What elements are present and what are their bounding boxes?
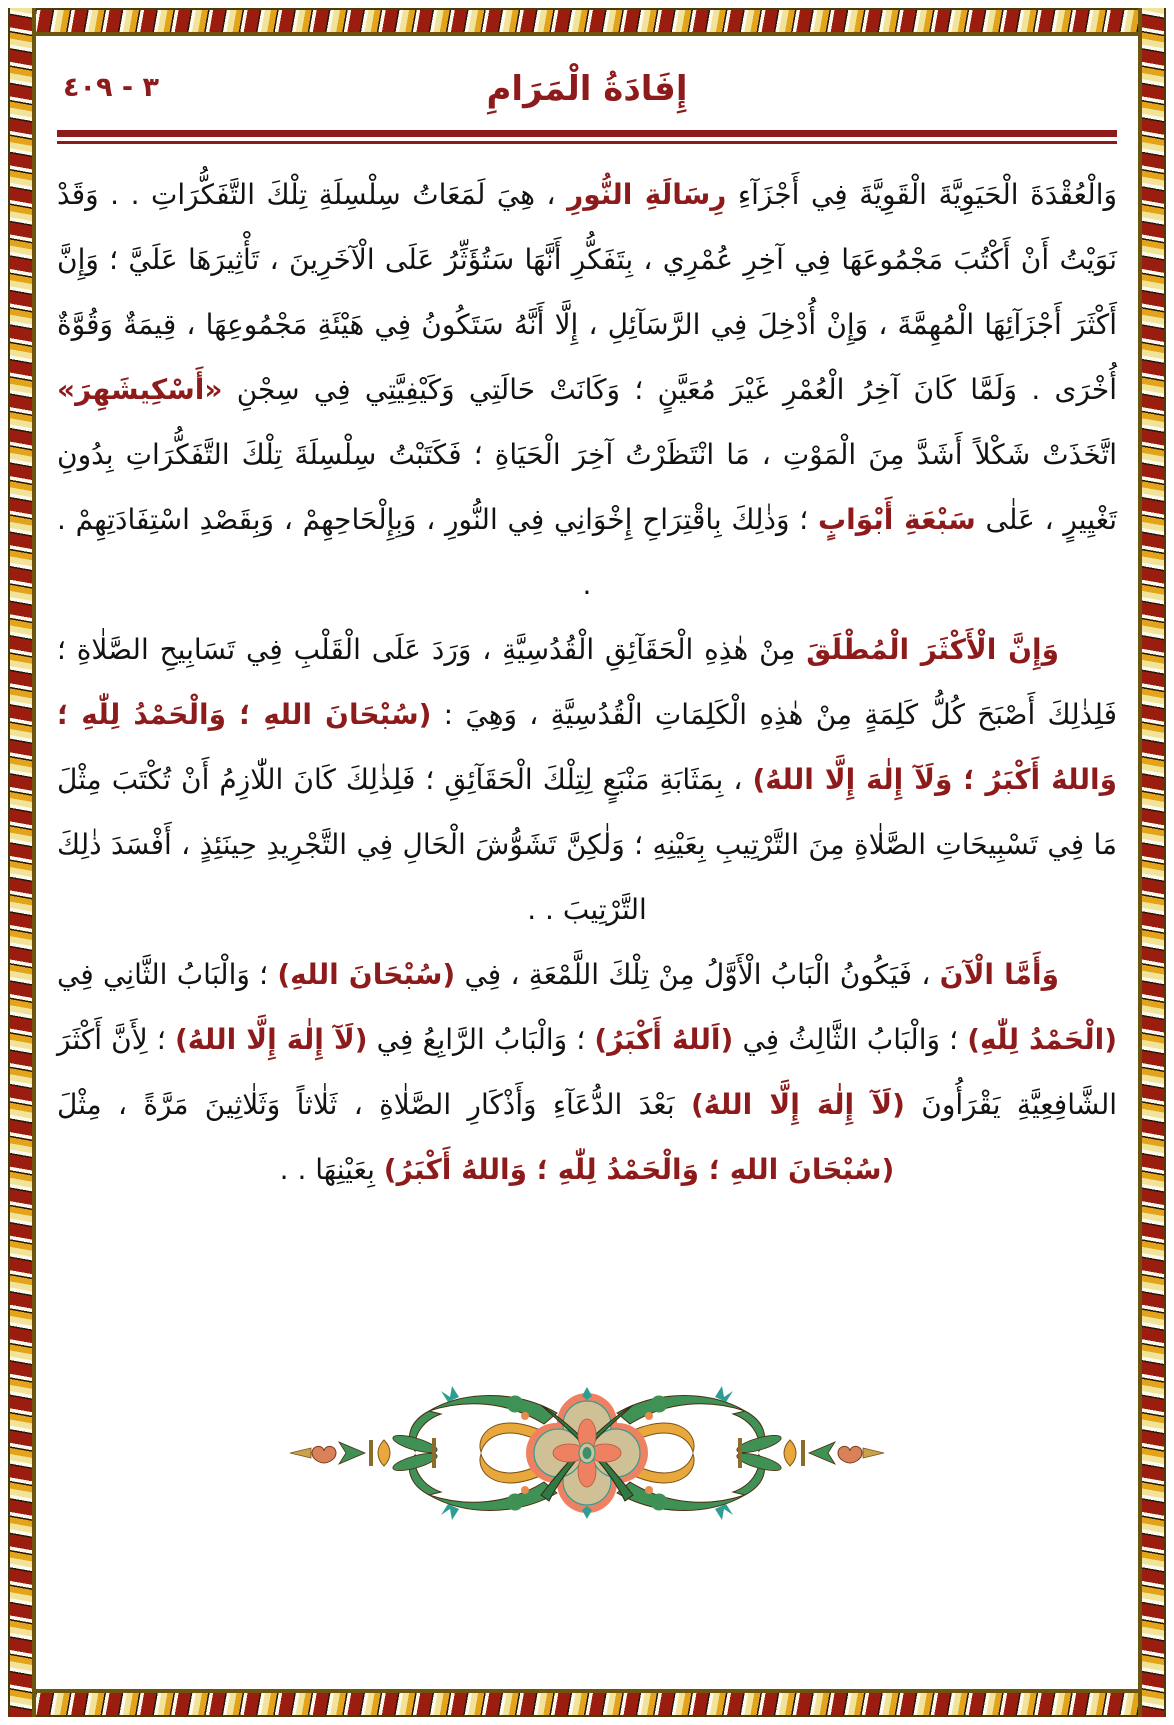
body-text bbox=[57, 162, 1117, 1202]
text-segment: ، هِيَ لَمَعَاتُ سِلْسِلَةِ تِلْكَ التَّفَكُّرَاتِ . . وَقَدْ نَوَيْتُ أَنْ أَكْتُبَ مَجْمُوعَهَا فِي آخِرِ عُمْرِي ، بِتَفَكُّرِ أَنَّهَا سَتُؤَثِّرُ عَلَى الْآخَرِينَ ، تَأْثِيرَهَا عَلَيَّ ؛ وَإِنَّ أَكْثَرَ أَجْزَآئِهَا الْمُهِمَّةَ ، وَإِنْ أُدْخِلَ فِي الرَّسَآئِلِ ، إِلَّا أَنَّهُ سَتَكُونُ فِي هَيْئَةِ مَجْمُوعِهَا ، قِيمَةٌ وَقُوَّةٌ أُخْرَى . وَلَمَّا كَانَ آخِرُ الْعُمْرِ غَيْرَ مُعَيَّنٍ ؛ وَكَانَتْ حَالَتِي وَكَيْفِيَّتِي فِي سِجْنِ bbox=[57, 178, 1117, 406]
text-segment: ؛ وَذٰلِكَ بِاقْتِرَاحِ إِخْوَانِي فِي النُّورِ ، وَبِإِلْحَاحِهِمْ ، وَبِقَصْدِ اسْتِفَادَتِهِمْ . . bbox=[57, 503, 818, 601]
border-left-ornament bbox=[8, 8, 36, 1717]
highlighted-phrase: (اَللهُ أَكْبَرُ) bbox=[594, 1023, 734, 1056]
highlighted-phrase: رِسَالَةِ النُّورِ bbox=[567, 178, 727, 211]
highlighted-phrase: (سُبْحَانَ اللهِ ؛ وَالْحَمْدُ لِلّٰهِ ؛ وَاللهُ أَكْبَرُ) bbox=[383, 1153, 895, 1186]
text-segment: ؛ لِأَنَّ أَكْثَرَ الشَّافِعِيَّةِ يَقْرَأُونَ bbox=[57, 1023, 1118, 1121]
highlighted-phrase: «أَسْكِيشَهِرَ» bbox=[57, 373, 223, 406]
page-header bbox=[57, 62, 1117, 120]
page-number: ٣ - ٤٠٩ bbox=[63, 72, 159, 103]
text-segment: ؛ وَالْبَابُ الرَّابِعُ فِي bbox=[367, 1023, 595, 1056]
text-segment: بِعَيْنِهَا . . bbox=[279, 1153, 384, 1186]
highlighted-phrase: (لَآ إِلٰهَ إِلَّا اللهُ) bbox=[690, 1088, 905, 1121]
paragraph bbox=[57, 162, 1117, 617]
border-top-ornament bbox=[8, 8, 1166, 36]
text-segment: اتَّخَذَتْ شَكْلاً أَشَدَّ مِنَ الْمَوْتِ ، مَا انْتَظَرْتُ آخِرَ الْحَيَاةِ ؛ فَكَتَبْتُ سِلْسِلَةَ تِلْكَ التَّفَكُّرَاتِ بِدُونِ تَغْيِيرٍ ، عَلٰى bbox=[57, 438, 1118, 536]
page-content bbox=[57, 62, 1117, 1202]
highlighted-phrase: (لَآ إِلٰهَ إِلَّا اللهُ) bbox=[174, 1023, 368, 1056]
paragraph bbox=[57, 617, 1117, 942]
text-segment: ؛ وَالْبَابُ الثَّالِثُ فِي bbox=[733, 1023, 968, 1056]
border-right-ornament bbox=[1138, 8, 1166, 1717]
highlighted-phrase: سَبْعَةِ أَبْوَابٍ bbox=[817, 503, 976, 536]
border-bottom-ornament bbox=[8, 1689, 1166, 1717]
text-segment: مِنْ هٰذِهِ الْحَقَآئِقِ الْقُدُسِيَّةِ ، وَرَدَ عَلَى الْقَلْبِ فِي تَسَابِيحِ الصَّلٰاةِ ؛ فَلِذٰلِكَ أَصْبَحَ كُلُّ كَلِمَةٍ مِنْ هٰذِهِ الْكَلِمَاتِ الْقُدُسِيَّةِ ، وَهِيَ : bbox=[57, 633, 1117, 731]
floral-ornament bbox=[287, 1383, 887, 1523]
text-segment: بَعْدَ الدُّعَآءِ وَأَذْكَارِ الصَّلٰاةِ ، ثَلٰاثاً وَثَلٰاثِينَ مَرَّةً ، مِثْلَ bbox=[57, 1088, 691, 1121]
highlighted-phrase: (سُبْحَانَ اللهِ) bbox=[277, 958, 456, 991]
page-title: إِفَادَةُ الْمَرَامِ bbox=[486, 69, 688, 109]
paragraph bbox=[57, 942, 1117, 1202]
highlighted-phrase: وَإِنَّ الْأَكْثَرَ الْمُطْلَقَ bbox=[806, 633, 1059, 666]
text-segment: وَالْعُقْدَةَ الْحَيَوِيَّةَ الْقَوِيَّةَ فِي أَجْزَآءِ bbox=[726, 178, 1117, 211]
text-segment: ، فَيَكُونُ الْبَابُ الْأَوَّلُ مِنْ تِلْكَ اللَّمْعَةِ ، فِي bbox=[455, 958, 940, 991]
highlighted-phrase: (الْحَمْدُ لِلّٰهِ) bbox=[967, 1023, 1118, 1056]
text-segment: ؛ وَالْبَابُ الثَّانِي فِي bbox=[57, 958, 278, 991]
highlighted-phrase: (سُبْحَانَ اللهِ ؛ وَالْحَمْدُ لِلّٰهِ ؛ وَاللهُ أَكْبَرُ ؛ وَلَآ إِلٰهَ إِلَّا اللهُ) bbox=[57, 698, 1117, 796]
highlighted-phrase: وَأَمَّا الْآنَ bbox=[939, 958, 1060, 991]
text-segment: ، بِمَثَابَةِ مَنْبَعٍ لِتِلْكَ الْحَقَآئِقِ ؛ فَلِذٰلِكَ كَانَ اللّٰازِمُ أَنْ تُكْتَبَ مِثْلَ مَا فِي تَسْبِيحَاتِ الصَّلٰاةِ مِنَ التَّرْتِيبِ بِعَيْنِهِ ؛ وَلٰكِنَّ تَشَوُّشَ الْحَالِ فِي التَّجْرِيدِ حِينَئِذٍ ، أَفْسَدَ ذٰلِكَ التَّرْتِيبَ . . bbox=[57, 763, 1117, 926]
header-double-rule bbox=[57, 130, 1117, 144]
